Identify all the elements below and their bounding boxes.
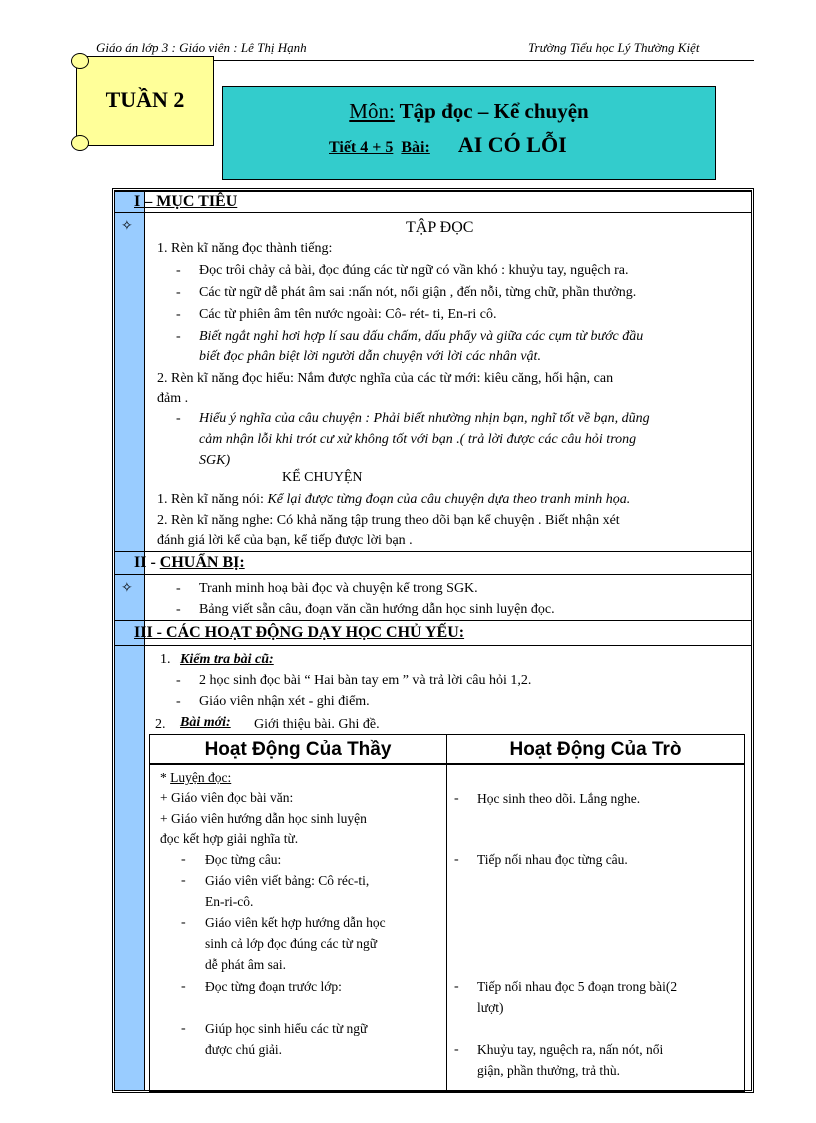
section-title-objectives: I – MỤC TIÊU xyxy=(134,193,238,210)
objective-bullet: Các từ ngữ dễ phát âm sai :nấn nót, nổi giận , đến nỗi, từng chữ, phần thưởng. xyxy=(199,285,637,300)
section-title-preparation: II - CHUẨN BỊ: xyxy=(134,554,245,571)
subheading-reading: TẬP ĐỌC xyxy=(406,219,474,236)
student-line: Khuỷu tay, nguệch ra, nấn nót, nổi xyxy=(477,1042,664,1057)
bullet-dash: - xyxy=(181,1021,186,1036)
objective-bullet-cont: cảm nhận lỗi khi trót cư xử không tốt với bạn .( trả lời được các câu hỏi trong xyxy=(199,432,637,447)
bullet-dash: - xyxy=(176,307,181,322)
objective-item-cont: đánh giá lời kể của bạn, kể tiếp được lời bạn . xyxy=(157,533,413,548)
bullet-dash: - xyxy=(454,852,459,867)
bullet-dash: - xyxy=(181,873,186,888)
teacher-step-cont: En-ri-cô. xyxy=(205,894,254,909)
student-line: Học sinh theo dõi. Lắng nghe. xyxy=(477,791,641,806)
header-school-name: Trường Tiểu học Lý Thường Kiệt xyxy=(528,40,700,55)
teacher-step: Giáo viên kết hợp hướng dẫn học xyxy=(205,915,386,930)
bullet-dash: - xyxy=(181,915,186,930)
objective-bullet: Biết ngắt nghỉ hơi hợp lí sau dấu chấm, dấu phẩy và giữa các cụm từ bước đầu xyxy=(199,329,644,344)
teacher-step: Đọc từng đoạn trước lớp: xyxy=(205,979,342,994)
bullet-dash: - xyxy=(454,791,459,806)
student-column-header: Hoạt Động Của Trò xyxy=(447,735,744,765)
subheading-storytelling: KỂ CHUYỆN xyxy=(282,470,363,485)
objective-bullet: Đọc trôi chảy cả bài, đọc đúng các từ ngữ có vần khó : khuỷu tay, nguệch ra. xyxy=(199,263,629,278)
objective-bullet: Các từ phiên âm tên nước ngoài: Cô- rét- ti, En-ri cô. xyxy=(199,307,497,322)
teacher-line: + Giáo viên hướng dẫn học sinh luyện xyxy=(160,811,367,826)
diamond-icon: ✧ xyxy=(121,219,133,234)
objective-item-cont: đảm . xyxy=(157,391,189,406)
bullet-dash: - xyxy=(176,673,181,688)
bullet-dash: - xyxy=(181,979,186,994)
step-label-new-lesson: Bài mới: xyxy=(180,715,231,730)
bullet-dash: - xyxy=(176,602,181,617)
lesson-line xyxy=(329,132,567,158)
teacher-step: Giúp học sinh hiểu các từ ngữ xyxy=(205,1021,368,1036)
student-line-cont: lượt) xyxy=(477,1000,504,1015)
teacher-line: + Giáo viên đọc bài văn: xyxy=(160,790,294,805)
objective-bullet-cont: biết đọc phân biệt lời người dẫn chuyện với lời các nhân vật. xyxy=(199,349,541,364)
lesson-title-box xyxy=(222,86,716,180)
week-label: TUẦN 2 xyxy=(105,87,185,112)
preparation-bullet: Bảng viết sẵn câu, đoạn văn cần hướng dẫn học sinh luyện đọc. xyxy=(199,602,555,617)
period-label: Tiết 4 + 5 xyxy=(329,139,394,156)
lesson-name: AI CÓ LỖI xyxy=(457,132,567,157)
teacher-step-cont: sinh cả lớp đọc đúng các từ ngữ xyxy=(205,936,378,951)
bullet-dash: - xyxy=(176,581,181,596)
objective-bullet: Hiểu ý nghĩa của câu chuyện : Phải biết nhường nhịn bạn, nghĩ tốt về bạn, dũng xyxy=(199,411,650,426)
lesson-label: Bài: xyxy=(401,139,430,156)
bullet-dash: - xyxy=(454,1042,459,1057)
teacher-step-cont: dễ phát âm sai. xyxy=(205,957,286,972)
teacher-step-cont: được chú giải. xyxy=(205,1042,283,1057)
bullet-dash: - xyxy=(176,285,181,300)
step-label-review: Kiểm tra bài cũ: xyxy=(180,652,274,667)
bullet-dash: - xyxy=(176,263,181,278)
student-line-cont: giận, phần thưởng, trả thù. xyxy=(477,1063,621,1078)
subject-name: Tập đọc – Kể chuyện xyxy=(399,99,589,123)
subject-line xyxy=(223,99,715,124)
step-number: 1. xyxy=(160,652,171,667)
teacher-column-header: Hoạt Động Của Thầy xyxy=(150,735,446,765)
review-bullet: 2 học sinh đọc bài “ Hai bàn tay em ” và trả lời câu hỏi 1,2. xyxy=(199,673,532,688)
objective-bullet-cont: SGK) xyxy=(199,453,231,468)
bullet-dash: - xyxy=(176,411,181,426)
activities-table xyxy=(149,734,745,1092)
teacher-line: đọc kết hợp giải nghĩa từ. xyxy=(160,831,299,846)
column-divider xyxy=(446,735,447,1091)
header-teacher-info: Giáo án lớp 3 : Giáo viên : Lê Thị Hạnh xyxy=(96,40,307,55)
week-scroll-banner xyxy=(76,56,214,146)
step-number: 2. xyxy=(155,717,166,732)
bullet-dash: - xyxy=(176,694,181,709)
new-lesson-text: Giới thiệu bài. Ghi đề. xyxy=(254,717,380,732)
objective-item: 2. Rèn kĩ năng đọc hiểu: Nắm được nghĩa của các từ mới: kiêu căng, hối hận, can xyxy=(157,371,614,386)
bullet-dash: - xyxy=(181,852,186,867)
review-bullet: Giáo viên nhận xét - ghi điểm. xyxy=(199,694,370,709)
bullet-dash: - xyxy=(454,979,459,994)
student-line: Tiếp nối nhau đọc 5 đoạn trong bài(2 xyxy=(477,979,678,994)
objective-item: 2. Rèn kĩ năng nghe: Có khả năng tập trung theo dõi bạn kể chuyện . Biết nhận xét xyxy=(157,513,620,528)
scroll-curl xyxy=(71,53,89,69)
diamond-icon: ✧ xyxy=(121,581,133,596)
objective-item: 1. Rèn kĩ năng nói: Kể lại được từng đoạn của câu chuyện dựa theo tranh minh họa. xyxy=(157,492,631,507)
section-title-activities: III - CÁC HOẠT ĐỘNG DẠY HỌC CHỦ YẾU: xyxy=(134,624,465,641)
preparation-bullet: Tranh minh hoạ bài đọc và chuyện kể trong SGK. xyxy=(199,581,478,596)
teacher-line: * Luyện đọc: xyxy=(160,770,232,785)
scroll-curl xyxy=(71,135,89,151)
student-line: Tiếp nối nhau đọc từng câu. xyxy=(477,852,628,867)
teacher-step: Đọc từng câu: xyxy=(205,852,282,867)
bullet-dash: - xyxy=(176,329,181,344)
subject-label: Môn: xyxy=(349,99,395,123)
teacher-step: Giáo viên viết bảng: Cô réc-ti, xyxy=(205,873,370,888)
objective-item: 1. Rèn kĩ năng đọc thành tiếng: xyxy=(157,241,333,256)
